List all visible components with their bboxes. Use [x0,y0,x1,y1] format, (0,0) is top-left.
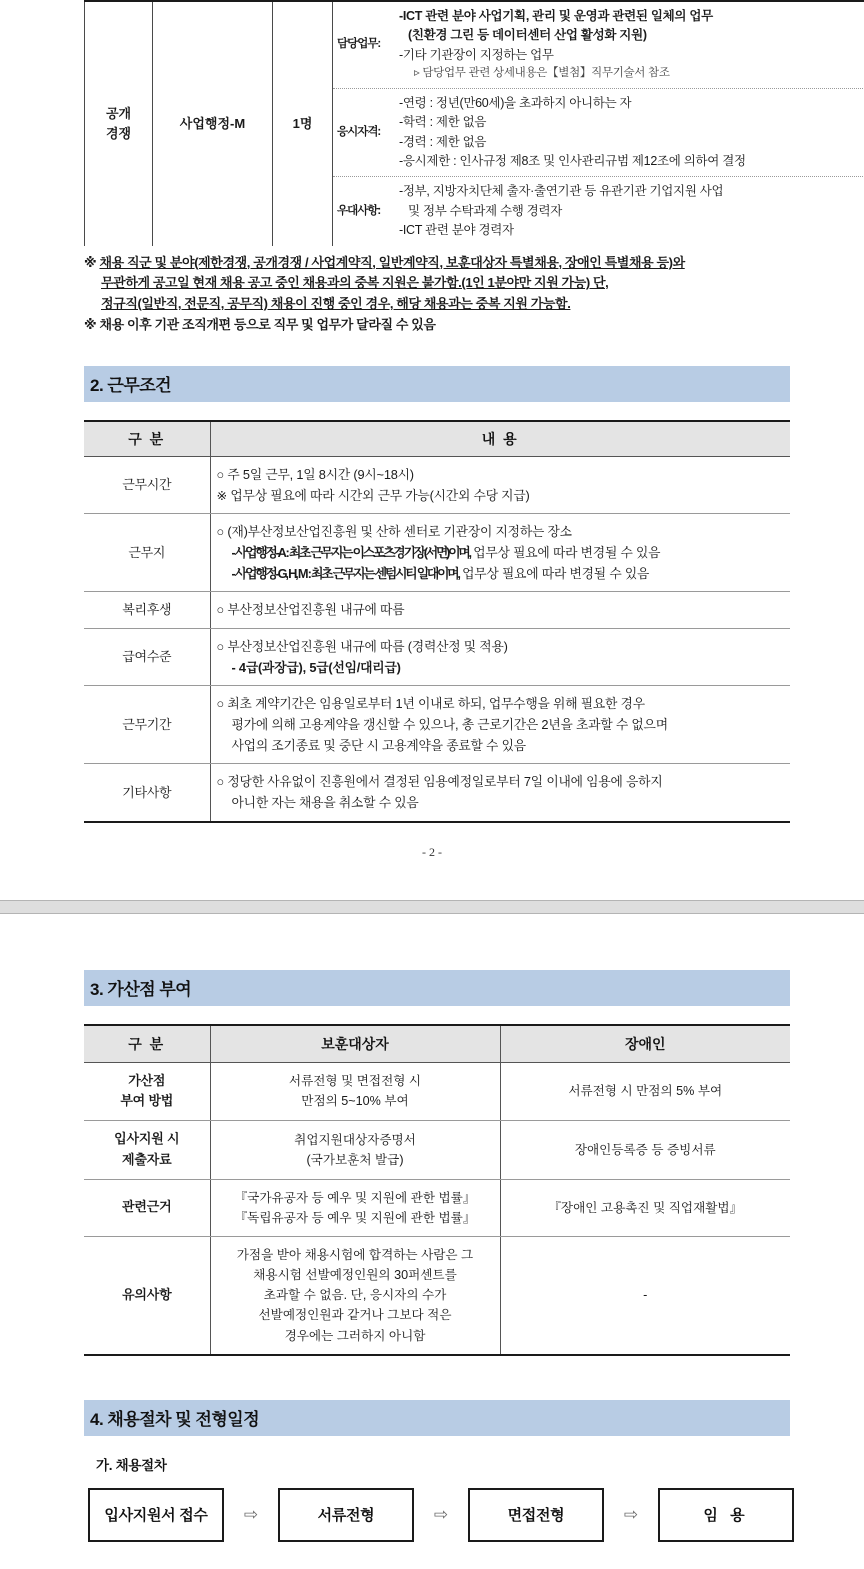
condition-value [210,685,790,763]
column-header-content: 내 용 [210,421,790,457]
bonus-line: (국가보훈처 발급) [306,1152,404,1167]
headcount-cell: 1명 [273,1,333,246]
flow-step-appointment: 임 용 [658,1488,794,1542]
notice-line: 채용 이후 기관 조직개편 등으로 직무 및 업무가 달라질 수 있음 [99,316,436,332]
table-header-row [84,1025,790,1063]
bonus-disabled-cell [500,1179,790,1236]
field-cell: 사업행정-M [153,1,273,246]
condition-value [210,764,790,822]
bonus-line: 가점을 받아 채용시험에 합격하는 사람은 그 [236,1247,474,1262]
bonus-line: 서류전형 시 만점의 5% 부여 [568,1084,723,1099]
condition-line-bold: - 4급(과장급), 5급(선임/대리급) [231,659,401,675]
bonus-key-line: 입사지원 시 [114,1131,180,1147]
bonus-points-table [84,1024,790,1356]
condition-line: ○ 부산정보산업진흥원 내규에 따름 [216,602,405,618]
notice-marker: ※ [84,254,97,270]
condition-key: 복리후생 [84,592,210,628]
condition-line: ○ 최초 계약기간은 임용일로부터 1년 이내로 하되, 업무수행을 위해 필요한 경우 [216,695,645,711]
bonus-line: 『국가유공자 등 예우 및 지원에 관한 법률』 [234,1190,476,1205]
arrow-right-icon: ⇨ [243,1504,259,1524]
condition-key: 급여수준 [84,628,210,685]
bonus-key [84,1121,210,1180]
bonus-line: 서류전형 및 면접전형 시 [288,1074,422,1089]
detail-line: -학력 : 제한 없음 [399,115,487,130]
condition-line-normal: 업무상 필요에 따라 변경될 수 있음 [469,545,661,561]
bonus-key [84,1062,210,1121]
table-row [85,1,864,246]
bonus-disabled-cell [500,1121,790,1180]
bonus-line: 『장애인 고용촉진 및 직업재활법』 [548,1200,743,1215]
condition-line: ○ (재)부산정보산업진흥원 및 산하 센터로 기관장이 지정하는 장소 [216,523,572,539]
condition-value [210,628,790,685]
condition-line-normal: 업무상 필요에 따라 변경될 수 있음 [458,566,650,582]
detail-block-qualifications [333,88,864,177]
bonus-line: 『독립유공자 등 예우 및 지원에 관한 법률』 [234,1210,476,1225]
condition-line: ※ 업무상 필요에 따라 시간외 근무 가능(시간외 수당 지급) [216,487,530,503]
table-header-row [84,421,790,457]
notices [84,253,864,336]
notice-marker: ※ [84,316,97,332]
section-heading-4: 4. 채용절차 및 전형일정 [84,1400,790,1436]
page-break-separator [0,900,864,914]
bonus-line: 초과할 수 없음. 단, 응시자의 수가 [263,1288,447,1303]
condition-line [217,563,785,584]
detail-lines [399,7,861,83]
flow-step-application: 입사지원서 접수 [88,1488,224,1542]
table-row [84,1179,790,1236]
bonus-key [84,1236,210,1354]
bonus-key [84,1179,210,1236]
section-heading-3: 3. 가산점 부여 [84,970,790,1006]
work-conditions-table [84,420,790,823]
bonus-key-line: 부여 방법 [120,1093,174,1109]
arrow-right-icon: ⇨ [433,1504,449,1524]
condition-line [217,657,785,678]
condition-key: 근무시간 [84,456,210,513]
recruitment-table [84,0,864,246]
notice-item [84,273,864,294]
competition-type-cell [85,1,153,246]
competition-type-line-2: 경쟁 [105,125,132,141]
bonus-veteran-cell [210,1236,500,1354]
bonus-veteran-cell [210,1121,500,1180]
table-row [84,592,790,628]
condition-value [210,592,790,628]
condition-key: 기타사항 [122,784,172,800]
bonus-key-line: 가산점 [128,1072,166,1088]
detail-lines [399,94,861,172]
condition-line: ○ 정당한 사유없이 진흥원에서 결정된 임용예정일로부터 7일 이내에 임용에 응하지 [216,774,663,790]
table-row [84,628,790,685]
bonus-key-line: 유의사항 [122,1286,172,1302]
bonus-line: 취업지원대상자증명서 [294,1132,416,1147]
competition-type-line-1: 공개 [105,105,132,121]
column-header-disabled: 장애인 [500,1025,790,1063]
recruitment-process-flow [88,1488,864,1542]
bonus-key-line: 제출자료 [122,1151,172,1167]
detail-label: 응시자격: [337,125,381,138]
condition-value [210,456,790,513]
bonus-line: 선발예정인원과 같거나 그보다 적은 [258,1308,452,1323]
condition-line-bold: - 사업행정-G, H, M : 최초 근무지는 센텀시티 일대이며, [231,566,459,582]
detail-lines [399,182,861,240]
column-header-division: 구 분 [84,421,210,457]
detail-line: -응시제한 : 인사규정 제8조 및 인사관리규범 제12조에 의하여 결정 [399,154,746,169]
detail-line: (친환경 그린 등 데이터센터 산업 활성화 지원) [408,28,647,43]
condition-value [210,513,790,591]
detail-line: -기타 기관장이 지정하는 업무 [399,47,554,62]
section-heading-2: 2. 근무조건 [84,366,790,402]
condition-line-bold: - 사업행정-A : 최초 근무지는 이스포츠경기장(서면)이며, [231,545,470,561]
bonus-line: 만점의 5~10% 부여 [301,1094,409,1109]
bonus-line: 장애인등록증 등 증빙서류 [574,1142,716,1157]
column-header-veteran: 보훈대상자 [210,1025,500,1063]
table-row [84,1062,790,1121]
table-row [84,1121,790,1180]
notice-line: 채용 직군 및 분야(제한경쟁, 공개경쟁 / 사업계약직, 일반계약직, 보훈대상자 특별채용, 장애인 특별채용 등)와 [99,254,685,270]
table-row [84,513,790,591]
bonus-disabled-cell: - [500,1236,790,1354]
detail-block-duties [333,2,864,88]
table-row [84,456,790,513]
bonus-veteran-cell [210,1179,500,1236]
detail-line: -ICT 관련 분야 경력자 [399,223,514,238]
condition-key: 근무지 [84,513,210,591]
condition-line: 아니한 자는 채용을 취소할 수 있음 [231,795,419,811]
condition-line: ○ 주 5일 근무, 1일 8시간 (9시~18시) [216,466,414,482]
condition-key: 근무기간 [84,685,210,763]
detail-line: -정부, 지방자치단체 출자·출연기관 등 유관기관 기업지원 사업 [399,184,724,199]
table-row [84,685,790,763]
table-row [84,1236,790,1354]
detail-label: 담당업무: [337,38,381,51]
detail-line: -ICT 관련 분야 사업기획, 관리 및 운영과 관련된 일체의 업무 [399,9,713,23]
sub-heading-recruitment-process: 가. 채용절차 [96,1457,167,1473]
detail-label: 우대사항: [337,204,381,217]
notice-item [84,253,864,274]
notice-line: 정규직(일반직, 전문직, 공무직) 채용이 진행 중인 경우, 해당 채용과는 중복 지원 가능함. [101,296,571,312]
arrow-right-icon: ⇨ [623,1504,639,1524]
detail-line: 및 정부 수탁과제 수행 경력자 [408,203,562,218]
bonus-disabled-cell [500,1062,790,1121]
bonus-key-line: 관련근거 [122,1199,172,1215]
detail-block-preferred [333,176,864,245]
bonus-line: 경우에는 그러하지 아니함 [284,1328,426,1343]
flow-step-interview: 면접전형 [468,1488,604,1542]
condition-line: 사업의 조기종료 및 중단 시 고용계약을 종료할 수 있음 [231,738,526,754]
detail-line: ▹ 담당업무 관련 상세내용은【별첨】직무기술서 참조 [414,67,670,80]
condition-line: 평가에 의해 고용계약을 갱신할 수 있으나, 총 근로기간은 2년을 초과할 수 없으며 [231,717,668,733]
table-row [84,764,790,822]
detail-line: -경력 : 제한 없음 [399,134,487,149]
flow-step-document-screening: 서류전형 [278,1488,414,1542]
detail-cell [333,1,864,246]
notice-item [84,294,864,315]
notice-line: 무관하게 공고일 현재 채용 공고 중인 채용과의 중복 지원은 불가함.(1인 1분야만 지원 가능) 단, [101,275,609,291]
bonus-veteran-cell [210,1062,500,1121]
notice-item [84,315,864,336]
bonus-line: 채용시험 선발예정인원의 30퍼센트를 [253,1268,457,1283]
condition-line: ○ 부산정보산업진흥원 내규에 따름 (경력산정 및 적용) [216,638,508,654]
detail-line: -연령 : 정년(만60세)을 초과하지 아니하는 자 [399,95,632,110]
page-number: - 2 - [422,844,442,859]
condition-line [217,542,785,563]
column-header-division: 구 분 [84,1025,210,1063]
